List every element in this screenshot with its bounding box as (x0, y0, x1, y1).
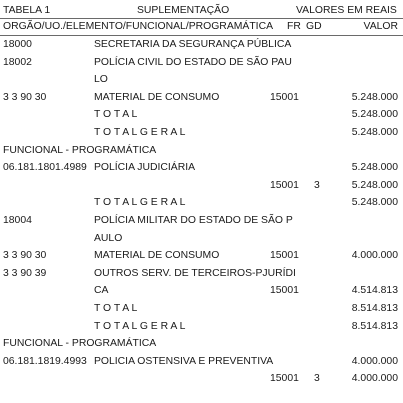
row-value: 8.514.813 (351, 303, 398, 314)
table-row (0, 124, 403, 141)
row-fr: 15001 (270, 250, 299, 262)
table-row (0, 230, 403, 247)
column-header-fr: FR (287, 21, 301, 32)
row-code: 18002 (3, 56, 32, 68)
row-value: 5.248.000 (351, 109, 398, 121)
row-code: 18004 (3, 215, 32, 226)
row-description: T O T A L (94, 109, 138, 121)
row-fr: 15001 (270, 91, 299, 103)
row-value: 4.514.813 (351, 285, 398, 297)
column-header-row (0, 18, 403, 35)
table-title: SUPLEMENTAÇÃO (137, 5, 230, 16)
row-description: LO (94, 74, 108, 86)
table-row (0, 106, 403, 123)
row-value: 5.248.000 (351, 197, 398, 209)
row-description: MATERIAL DE CONSUMO (94, 91, 220, 103)
table-row (0, 212, 403, 229)
table-row (0, 353, 403, 370)
row-gd: 3 (314, 373, 320, 385)
row-fr: 15001 (270, 179, 299, 191)
column-header-valor: VALOR (363, 21, 398, 32)
table-row (0, 194, 403, 211)
table-row (0, 71, 403, 88)
row-code: 3 3 90 39 (3, 267, 47, 279)
row-description: T O T A L G E R A L (94, 127, 186, 138)
table-row (0, 318, 403, 335)
table-label: TABELA 1 (3, 5, 51, 16)
row-value: 5.248.000 (351, 91, 398, 103)
row-description: T O T A L G E R A L (94, 197, 186, 209)
section-heading: FUNCIONAL - PROGRAMÁTICA (3, 144, 157, 156)
section-heading-row (0, 142, 403, 159)
row-description: OUTROS SERV. DE TERCEIROS-PJURÍDI (94, 267, 296, 279)
row-value: 8.514.813 (351, 320, 398, 332)
row-code: 3 3 90 30 (3, 91, 47, 103)
table-row (0, 247, 403, 264)
row-description: POLÍCIA MILITAR DO ESTADO DE SÃO P (94, 215, 293, 226)
row-code: 06.181.1801.4989 (3, 162, 87, 174)
table-row (0, 177, 403, 194)
section-heading-row (0, 335, 403, 352)
row-description: T O T A L (94, 303, 138, 314)
section-heading: FUNCIONAL - PROGRAMÁTICA (3, 338, 157, 350)
row-value: 4.000.000 (351, 373, 398, 385)
row-value: 5.248.000 (351, 162, 398, 174)
row-fr: 15001 (270, 373, 299, 385)
row-description: SECRETARIA DA SEGURANÇA PÚBLICA (94, 39, 292, 50)
table-title-row (0, 2, 403, 19)
table-row (0, 36, 403, 53)
table-row (0, 282, 403, 299)
row-description: POLÍCIA CIVIL DO ESTADO DE SÃO PAU (94, 56, 292, 68)
row-description: CA (94, 285, 109, 297)
row-description: POLÍCIA JUDICIÁRIA (94, 162, 196, 174)
table-row (0, 300, 403, 317)
row-description: T O T A L G E R A L (94, 320, 186, 332)
row-value: 4.000.000 (351, 250, 398, 262)
row-code: 06.181.1819.4993 (3, 355, 87, 367)
row-value: 4.000.000 (351, 355, 398, 367)
column-header-org: ORGÃO/UO./ELEMENTO/FUNCIONAL/PROGRAMÁTICA (3, 21, 273, 32)
row-description: AULO (94, 232, 123, 244)
row-gd: 3 (314, 179, 320, 191)
row-value: 5.248.000 (351, 127, 398, 138)
row-code: 3 3 90 30 (3, 250, 47, 262)
row-description: POLICIA OSTENSIVA E PREVENTIVA (94, 355, 274, 367)
row-fr: 15001 (270, 285, 299, 297)
values-title: VALORES EM REAIS (296, 5, 397, 16)
table-row (0, 265, 403, 282)
row-value: 5.248.000 (351, 179, 398, 191)
column-header-gd: GD (306, 21, 322, 32)
table-row (0, 54, 403, 71)
table-row (0, 89, 403, 106)
row-description: MATERIAL DE CONSUMO (94, 250, 220, 262)
table-row (0, 159, 403, 176)
table-row (0, 370, 403, 387)
row-code: 18000 (3, 39, 32, 50)
